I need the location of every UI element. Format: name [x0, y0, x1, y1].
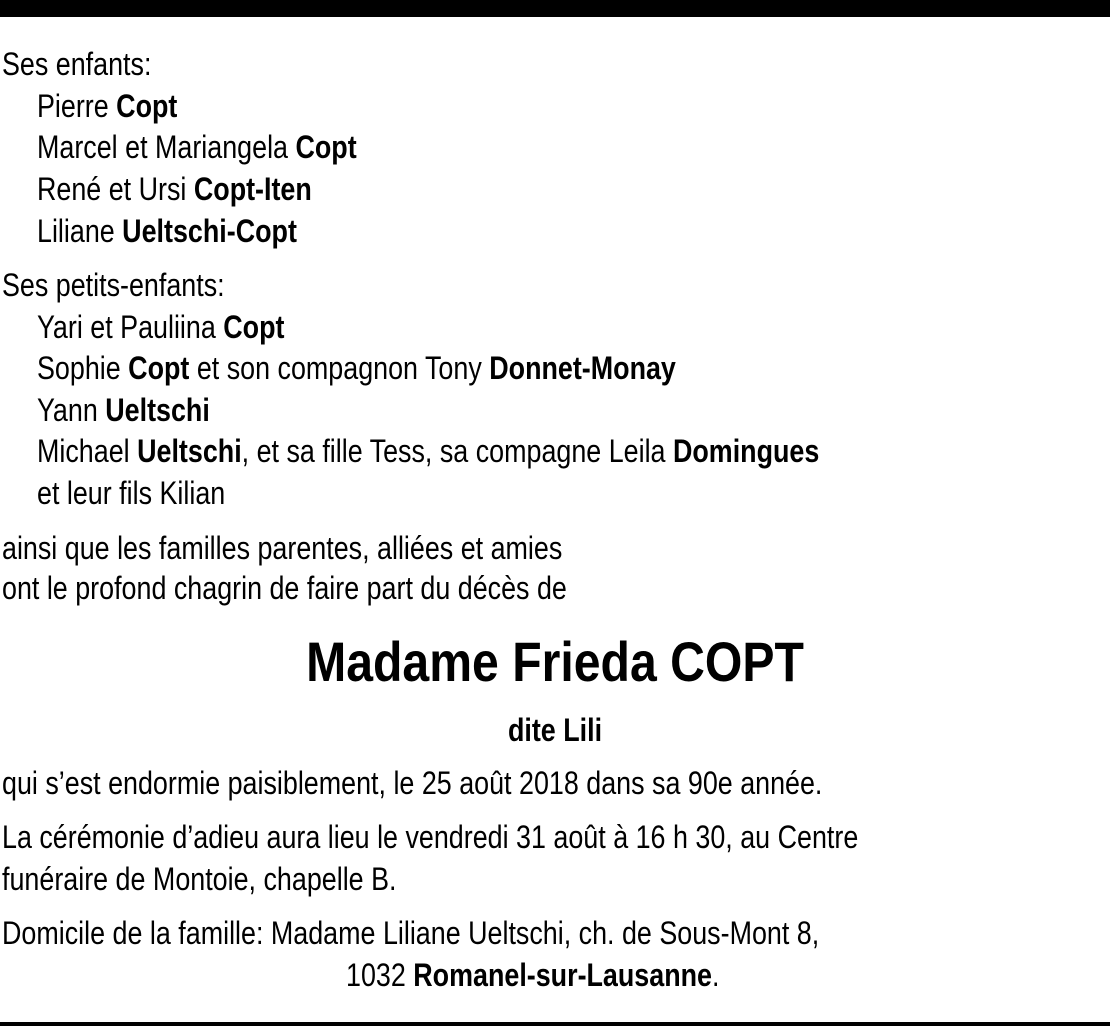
grandchild-entry: Michael Ueltschi, et sa fille Tess, sa compagne Leila Domingues — [37, 433, 820, 469]
bottom-rule — [0, 1022, 1110, 1026]
announcement-line: ainsi que les familles parentes, alliées et amies — [2, 530, 563, 566]
domicile-line: Domicile de la famille: Madame Liliane Ueltschi, ch. de Sous-Mont 8, — [2, 915, 820, 951]
ceremony-line: funéraire de Montoie, chapelle B. — [2, 861, 397, 897]
grandchild-entry: Yann Ueltschi — [37, 392, 210, 428]
ceremony-line: La cérémonie d’adieu aura lieu le vendredi 31 août à 16 h 30, au Centre — [2, 819, 859, 855]
top-rule — [0, 0, 1110, 17]
passing-statement: qui s’est endormie paisiblement, le 25 août 2018 dans sa 90e année. — [2, 765, 823, 801]
child-entry: Pierre Copt — [37, 88, 178, 124]
child-entry: Liliane Ueltschi-Copt — [37, 213, 297, 249]
grandchild-entry: Sophie Copt et son compagnon Tony Donnet-Monay — [37, 350, 676, 386]
grandchildren-heading: Ses petits-enfants: — [2, 267, 225, 303]
children-heading: Ses enfants: — [2, 46, 152, 82]
grandchild-entry-continued: et leur fils Kilian — [37, 475, 226, 511]
deceased-name: Madame Frieda COPT — [306, 630, 804, 693]
domicile-town-line: 1032 Romanel-sur-Lausanne. — [346, 957, 720, 993]
child-entry: René et Ursi Copt-Iten — [37, 171, 312, 207]
child-entry: Marcel et Mariangela Copt — [37, 129, 357, 165]
grandchild-entry: Yari et Pauliina Copt — [37, 309, 285, 345]
deceased-alias: dite Lili — [507, 712, 603, 748]
announcement-line: ont le profond chagrin de faire part du décès de — [2, 570, 567, 606]
